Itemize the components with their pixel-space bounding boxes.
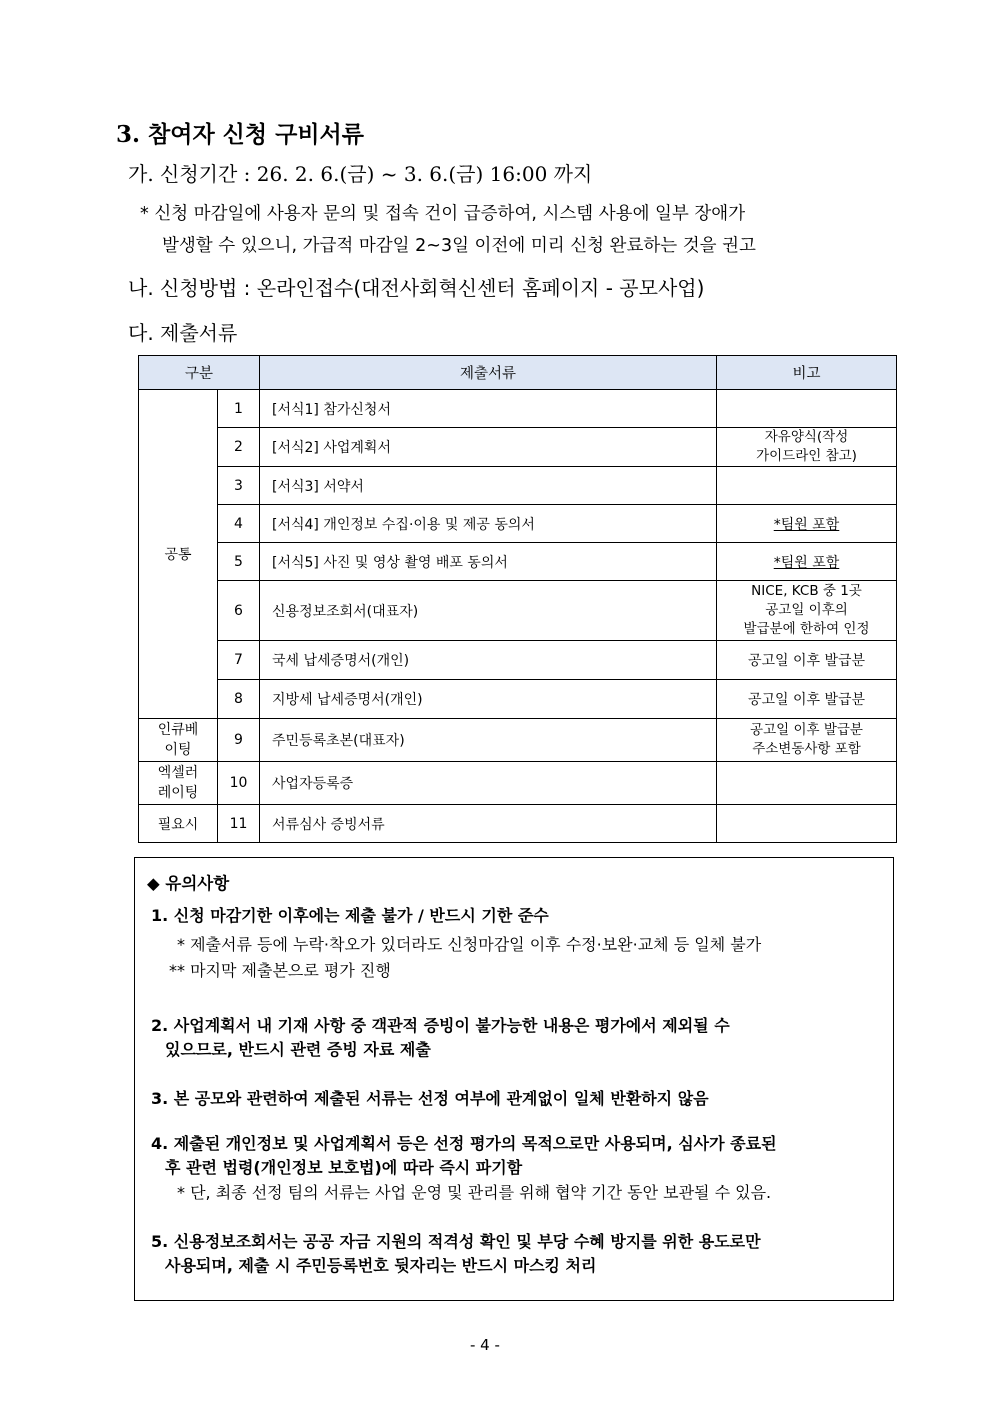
- document-name: 국세 납세증명서(개인): [260, 641, 717, 680]
- remark-cell: 공고일 이후 발급분: [717, 680, 897, 719]
- header-category: 구분: [139, 356, 260, 390]
- category-cell: 엑셀러 레이팅: [139, 762, 218, 805]
- document-name: 사업자등록증: [260, 762, 717, 805]
- remark-cell: [717, 390, 897, 428]
- table-row: [139, 543, 897, 581]
- header-remark: 비고: [717, 356, 897, 390]
- document-name: 서류심사 증빙서류: [260, 805, 717, 843]
- row-number: 1: [218, 390, 260, 428]
- notice-item-1: 1. 신청 마감기한 이후에는 제출 불가 / 반드시 기한 준수: [151, 906, 549, 925]
- remark-cell: 공고일 이후 발급분: [717, 641, 897, 680]
- remark-cell: *팀원 포함: [717, 543, 897, 581]
- document-name: [서식2] 사업계획서: [260, 428, 717, 467]
- documents-table: [138, 355, 897, 843]
- row-number: 10: [218, 762, 260, 805]
- table-row: [139, 762, 897, 805]
- header-document: 제출서류: [260, 356, 717, 390]
- docs-heading: 다. 제출서류: [128, 321, 238, 345]
- period-note-line2: 발생할 수 있으니, 가급적 마감일 2~3일 이전에 미리 신청 완료하는 것을 권고: [162, 236, 756, 256]
- table-row: [139, 641, 897, 680]
- row-number: 2: [218, 428, 260, 467]
- document-name: [서식1] 참가신청서: [260, 390, 717, 428]
- notice-item-1-note-1: * 제출서류 등에 누락·착오가 있더라도 신청마감일 이후 수정·보완·교체 등 일체 불가: [177, 935, 762, 954]
- table-row: [139, 805, 897, 843]
- notice-item-2-line-1: 2. 사업계획서 내 기재 사항 중 객관적 증빙이 불가능한 내용은 평가에서 제외될 수: [151, 1016, 730, 1035]
- row-number: 3: [218, 467, 260, 505]
- remark-cell: [717, 467, 897, 505]
- row-number: 8: [218, 680, 260, 719]
- remark-cell: *팀원 포함: [717, 505, 897, 543]
- notice-item-5: [151, 1230, 887, 1278]
- period-note: [140, 198, 900, 262]
- document-name: [서식5] 사진 및 영상 촬영 배포 동의서: [260, 543, 717, 581]
- table-row: [139, 680, 897, 719]
- notice-title: ◆ 유의사항: [147, 874, 230, 893]
- notice-item-4: [151, 1132, 887, 1180]
- notice-box: [134, 857, 894, 1301]
- notice-item-4-line-1: 4. 제출된 개인정보 및 사업계획서 등은 선정 평가의 목적으로만 사용되며, 심사가 종료된: [151, 1134, 777, 1153]
- remark-cell: NICE, KCB 중 1곳 공고일 이후의 발급분에 한하여 인정: [717, 581, 897, 641]
- remark-cell: [717, 762, 897, 805]
- remark-cell: 자유양식(작성 가이드라인 참고): [717, 428, 897, 467]
- table-row: [139, 505, 897, 543]
- notice-item-4-line-2: 후 관련 법령(개인정보 보호법)에 따라 즉시 파기함: [165, 1158, 523, 1177]
- row-number: 7: [218, 641, 260, 680]
- notice-item-2: [151, 1014, 887, 1062]
- row-number: 5: [218, 543, 260, 581]
- table-row: [139, 581, 897, 641]
- application-method: 나. 신청방법 : 온라인접수(대전사회혁신센터 홈페이지 - 공모사업): [128, 276, 705, 300]
- table-row: [139, 467, 897, 505]
- document-name: [서식4] 개인정보 수집·이용 및 제공 동의서: [260, 505, 717, 543]
- notice-item-5-line-2: 사용되며, 제출 시 주민등록번호 뒷자리는 반드시 마스킹 처리: [165, 1256, 597, 1275]
- section-title: 3. 참여자 신청 구비서류: [116, 121, 364, 148]
- table-row: [139, 719, 897, 762]
- application-period: 가. 신청기간 : 26. 2. 6.(금) ~ 3. 6.(금) 16:00 까지: [128, 162, 593, 186]
- row-number: 4: [218, 505, 260, 543]
- remark-cell: [717, 805, 897, 843]
- row-number: 6: [218, 581, 260, 641]
- period-note-line1: * 신청 마감일에 사용자 문의 및 접속 건이 급증하여, 시스템 사용에 일부 장애가: [140, 204, 746, 224]
- table-row: [139, 390, 897, 428]
- document-name: 주민등록초본(대표자): [260, 719, 717, 762]
- notice-item-2-line-2: 있으므로, 반드시 관련 증빙 자료 제출: [165, 1040, 431, 1059]
- notice-item-4-note: * 단, 최종 선정 팀의 서류는 사업 운영 및 관리를 위해 협약 기간 동안 보관될 수 있음.: [177, 1183, 772, 1202]
- row-number: 11: [218, 805, 260, 843]
- page-number: - 4 -: [470, 1336, 500, 1354]
- notice-item-1-note-2: ** 마지막 제출본으로 평가 진행: [169, 961, 391, 980]
- remark-cell: 공고일 이후 발급분 주소변동사항 포함: [717, 719, 897, 762]
- category-cell: 인큐베 이팅: [139, 719, 218, 762]
- category-cell: 필요시: [139, 805, 218, 843]
- category-cell: 공통: [139, 390, 218, 719]
- notice-item-3: 3. 본 공모와 관련하여 제출된 서류는 선정 여부에 관계없이 일체 반환하지 않음: [151, 1089, 709, 1108]
- document-name: 지방세 납세증명서(개인): [260, 680, 717, 719]
- row-number: 9: [218, 719, 260, 762]
- table-header-row: [139, 356, 897, 390]
- document-name: [서식3] 서약서: [260, 467, 717, 505]
- table-row: [139, 428, 897, 467]
- document-name: 신용정보조회서(대표자): [260, 581, 717, 641]
- notice-item-5-line-1: 5. 신용정보조회서는 공공 자금 지원의 적격성 확인 및 부당 수혜 방지를 위한 용도로만: [151, 1232, 761, 1251]
